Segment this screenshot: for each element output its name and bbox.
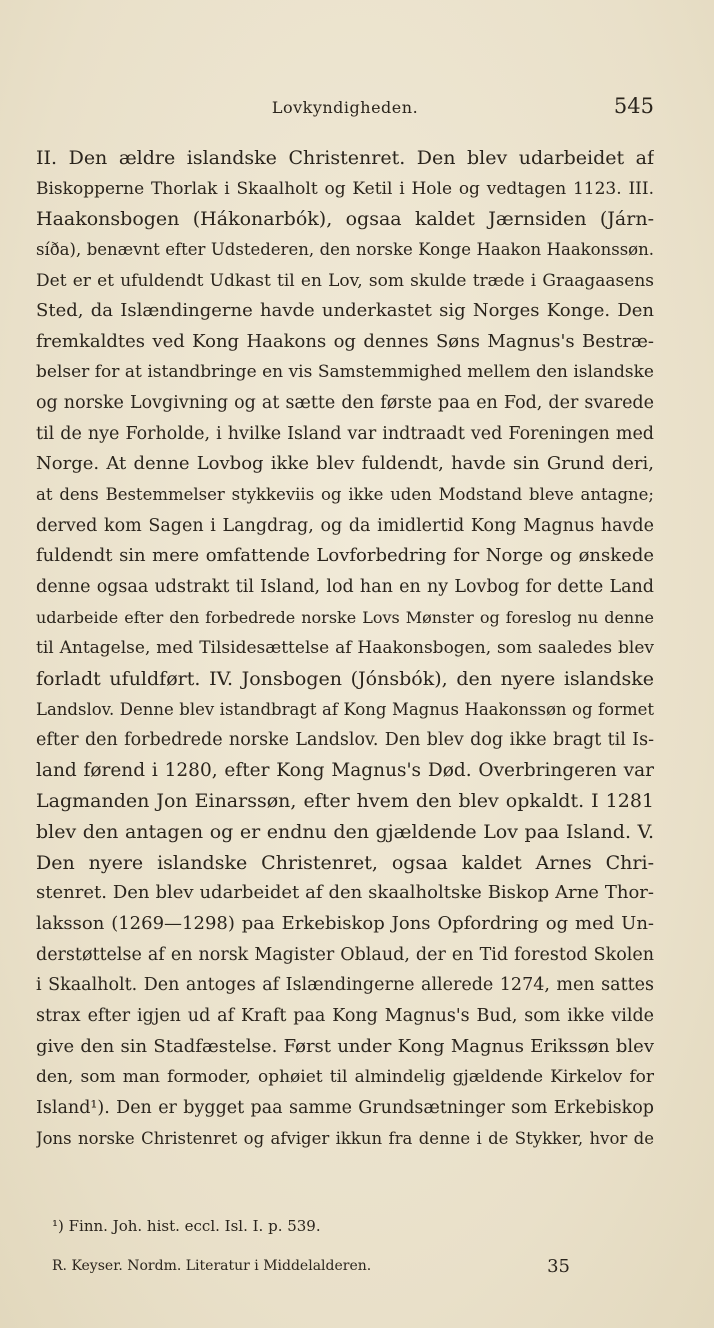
text-line: give den sin Stadfæstelse. Først under Kong Magnus Erikssøn blev [36, 1035, 654, 1057]
text-line: denne ogsaa udstrakt til Island, lod han en ny Lovbog for dette Land [36, 576, 654, 597]
text-line: laksson (1269—1298) paa Erkebiskop Jons Opfordring og med Un- [36, 913, 654, 935]
text-line: Det er et ufuldendt Udkast til en Lov, som skulde træde i Graagaasens [36, 270, 654, 291]
text-line: udarbeide efter den forbedrede norske Lovs Mønster og foreslog nu denne [36, 607, 654, 627]
signature-number: 35 [547, 1256, 570, 1277]
page-number: 545 [613, 94, 654, 118]
text-line: Lagmanden Jon Einarssøn, efter hvem den blev opkaldt. I 1281 [36, 790, 654, 813]
text-line: fuldendt sin mere omfattende Lovforbedring for Norge og ønskede [36, 545, 654, 567]
text-line: belser for at istandbringe en vis Samstemmighed mellem den islandske [36, 362, 654, 383]
text-line: II. Den ældre islandske Christenret. Den blev udarbeidet af [36, 147, 654, 169]
footnote: ¹) Finn. Joh. hist. eccl. Isl. I. p. 539. [52, 1217, 321, 1235]
text-line: derved kom Sagen i Langdrag, og da imidlertid Kong Magnus havde [36, 515, 654, 536]
text-line: til de nye Forholde, i hvilke Island var indtraadt ved Foreningen med [36, 423, 654, 444]
page-footer [52, 1256, 570, 1282]
text-line: Haakonsbogen (Hákonarbók), ogsaa kaldet Jærnsiden (Járn- [36, 208, 654, 231]
text-line: og norske Lovgivning og at sætte den første paa en Fod, der svarede [36, 393, 654, 414]
text-line: at dens Bestemmelser stykkeviis og ikke uden Modstand bleve antagne; [36, 485, 654, 505]
text-line: Biskopperne Thorlak i Skaalholt og Ketil i Hole og vedtagen 1123. III. [36, 178, 654, 199]
text-line: fremkaldtes ved Kong Haakons og dennes Søns Magnus's Bestræ- [36, 330, 654, 352]
text-line: Landslov. Denne blev istandbragt af Kong Magnus Haakonssøn og formet [36, 699, 654, 719]
text-line: den, som man formoder, ophøiet til almindelig gjældende Kirkelov for [36, 1067, 654, 1088]
text-line: efter den forbedrede norske Landslov. Den blev dog ikke bragt til Is- [36, 730, 654, 751]
text-line: stenret. Den blev udarbeidet af den skaalholtske Biskop Arne Thor- [36, 882, 654, 904]
text-line: Island¹). Den er bygget paa samme Grundsætninger som Erkebiskop [36, 1097, 654, 1118]
printer-signature: R. Keyser. Nordm. Literatur i Middelalderen. [52, 1258, 372, 1274]
page-header [36, 94, 654, 124]
body-text [36, 143, 654, 1154]
text-line: Norge. At denne Lovbog ikke blev fuldendt, havde sin Grund deri, [36, 453, 654, 475]
text-line: til Antagelse, med Tilsidesættelse af Haakonsbogen, som saaledes blev [36, 638, 654, 659]
text-line: Den nyere islandske Christenret, ogsaa kaldet Arnes Chri- [36, 851, 654, 874]
text-line: síða), benævnt efter Udstederen, den norske Konge Haakon Haakonssøn. [36, 239, 654, 259]
text-line: forladt ufuldført. IV. Jonsbogen (Jónsbók), den nyere islandske [36, 667, 654, 690]
running-head: Lovkyndigheden. [271, 98, 419, 117]
text-line: i Skaalholt. Den antoges af Islændingerne allerede 1274, men sattes [36, 975, 654, 996]
text-line: Sted, da Islændingerne havde underkastet sig Norges Konge. Den [36, 300, 654, 322]
text-line: blev den antagen og er endnu den gjældende Lov paa Island. V. [36, 821, 654, 844]
text-line: derstøttelse af en norsk Magister Oblaud, der en Tid forestod Skolen [36, 944, 654, 965]
text-line: Jons norske Christenret og afviger ikkun fra denne i de Stykker, hvor de [36, 1128, 654, 1148]
text-line: strax efter igjen ud af Kraft paa Kong Magnus's Bud, som ikke vilde [36, 1005, 654, 1026]
text-line: land førend i 1280, efter Kong Magnus's Død. Overbringeren var [36, 759, 654, 781]
